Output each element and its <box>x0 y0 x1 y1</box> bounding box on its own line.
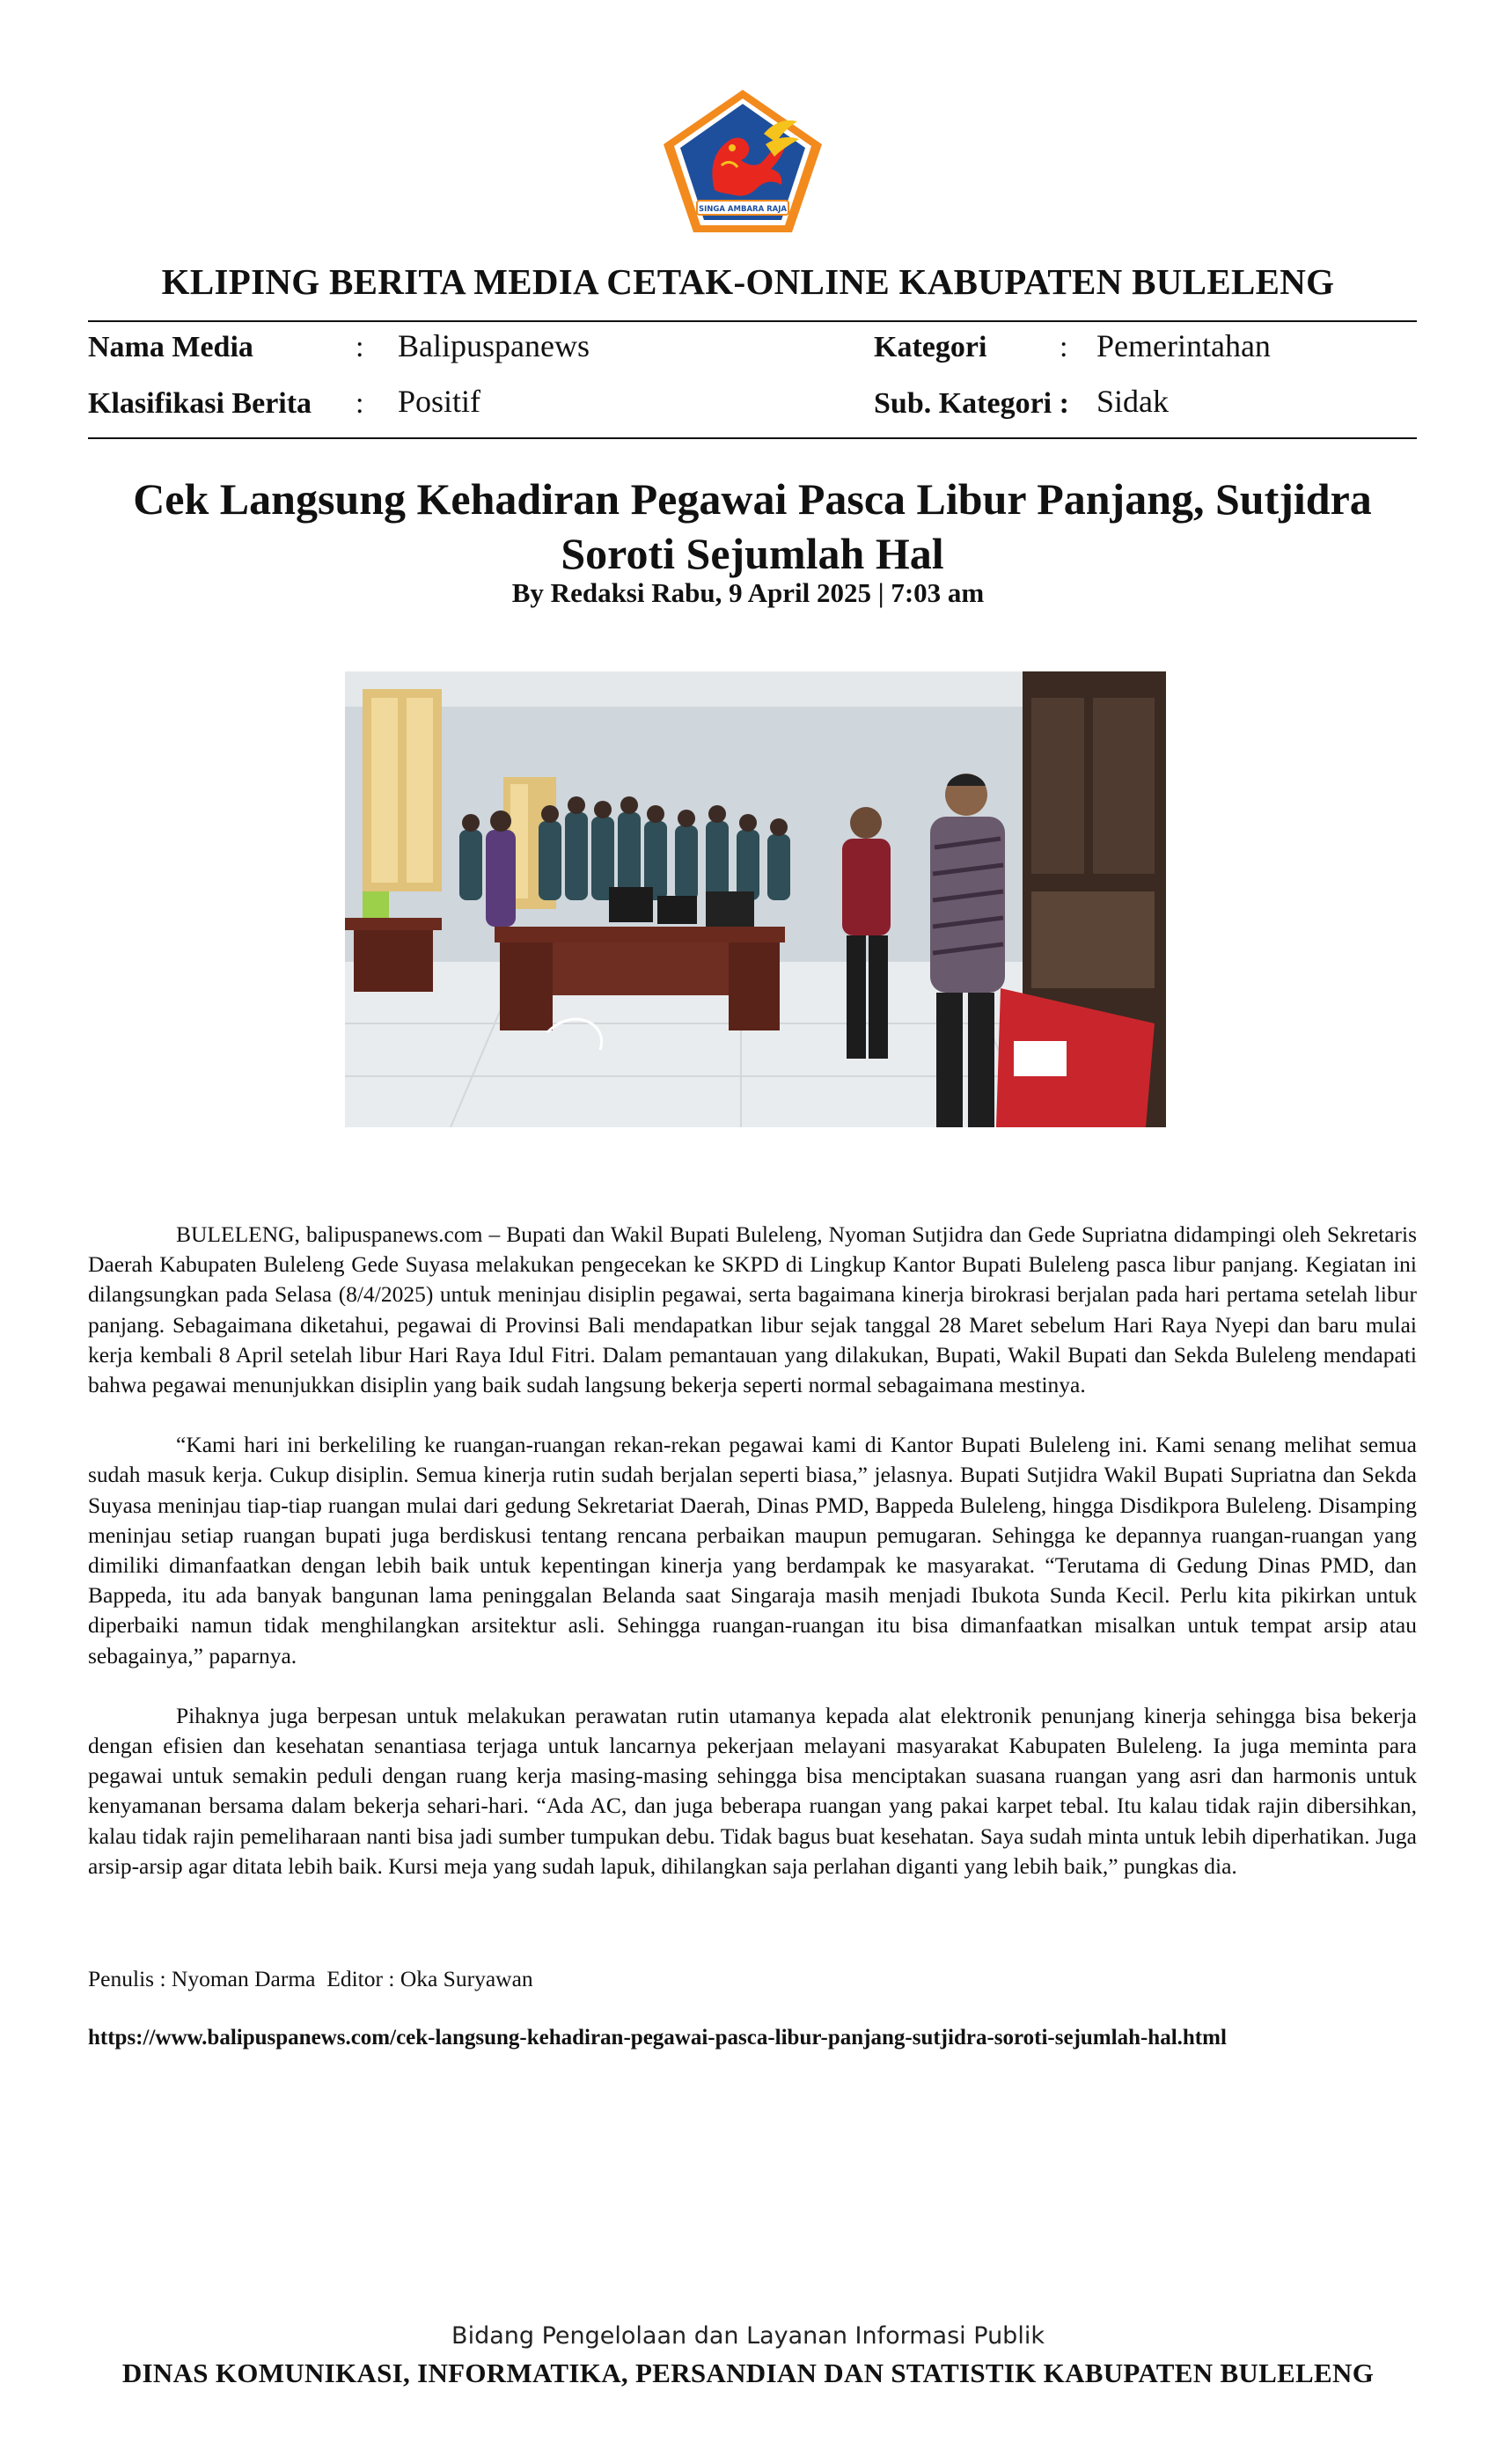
header-divider-bottom <box>88 437 1417 439</box>
category-label: Kategori <box>874 331 987 363</box>
media-colon: : <box>356 331 364 363</box>
article-paragraph-2: “Kami hari ini berkeliling ke ruangan-ruangan rekan-rekan pegawai kami di Kantor Bupati Buleleng ini. Kami senang melihat semua sudah masuk kerja. Cukup disiplin. Semua kinerja rutin sudah berjalan seperti biasa,” jelasnya. Bupati Sutjidra Wakil Bupati Supriatna dan Sekda Suyasa meninjau tiap-tiap ruangan mulai dari gedung Sekretariat Daerah, Dinas PMD, Bappeda Buleleng, hingga Disdikpora Buleleng. Disamping meninjau setiap ruangan bupati juga berdiskusi tentang rencana perbaikan maupun pemugaran. Sehingga ke depannya ruangan-ruangan yang dimiliki dimanfaatkan dengan lebih baik untuk kepentingan kinerja yang berdampak ke masyarakat. “Terutama di Gedung Dinas PMD, dan Bappeda, itu ada banyak bangunan lama peninggalan Belanda saat Singaraja masih menjadi Ibukota Sunda Kecil. Perlu kita pikirkan untuk diperbaiki namun tidak menghilangkan arsitektur asli. Sehingga ruangan-ruangan itu bisa dimanfaatkan misalkan untuk tempat arsip atau sebagainya,” paparnya. <box>88 1432 1417 1668</box>
document-title: KLIPING BERITA MEDIA CETAK-ONLINE KABUPATEN BULELENG <box>161 261 1335 302</box>
classification-colon: : <box>356 387 364 420</box>
media-label: Nama Media <box>88 331 253 363</box>
classification-label: Klasifikasi Berita <box>88 387 312 420</box>
header-divider-top <box>88 320 1417 322</box>
article-credits: Penulis : Nyoman Darma Editor : Oka Suryawan <box>88 1966 533 1991</box>
category-colon: : <box>1060 331 1068 363</box>
classification-value: Positif <box>398 384 481 419</box>
media-value: Balipuspanews <box>398 328 590 363</box>
article-paragraph-1: BULELENG, balipuspanews.com – Bupati dan Wakil Bupati Buleleng, Nyoman Sutjidra dan Gede Supriatna didampingi oleh Sekretaris Daerah Kabupaten Buleleng Gede Suyasa melakukan pengecekan ke SKPD di Lingkup Kantor Bupati Buleleng pasca libur panjang. Kegiatan ini dilangsungkan pada Selasa (8/4/2025) untuk meninjau disiplin pegawai, serta bagaimana kinerja birokrasi berjalan pada hari pertama setelah libur panjang. Sebagaimana diketahui, pegawai di Provinsi Bali mendapatkan libur sejak tanggal 28 Maret sebelum Hari Raya Nyepi dan baru mulai kerja kembali 8 April setelah libur Hari Raya Idul Fitri. Dalam pemantauan yang dilakukan, Bupati, Wakil Bupati dan Sekda Buleleng mendapati bahwa pegawai menunjukkan disiplin yang baik sudah langsung bekerja seperti normal sebagaimana mestinya. <box>88 1221 1417 1398</box>
article-photo <box>345 671 1166 1127</box>
category-value: Pemerintahan <box>1096 328 1271 363</box>
regency-logo <box>660 86 825 236</box>
subcategory-value: Sidak <box>1096 384 1170 419</box>
footer-department: Bidang Pengelolaan dan Layanan Informasi Publik <box>451 2322 1045 2350</box>
article-headline: Cek Langsung Kehadiran Pegawai Pasca Libur Panjang, Sutjidra Soroti Sejumlah Hal <box>133 474 1372 578</box>
footer-agency: DINAS KOMUNIKASI, INFORMATIKA, PERSANDIAN DAN STATISTIK KABUPATEN BULELENG <box>121 2358 1375 2388</box>
subcategory-label: Sub. Kategori : <box>874 387 1069 420</box>
article-paragraph-3: Pihaknya juga berpesan untuk melakukan perawatan rutin utamanya kepada alat elektronik penunjang kinerja sehingga bisa bekerja dengan efisien dan kesehatan senantiasa terjaga untuk lancarnya pekerjaan melayani masyarakat Kabupaten Buleleng. Ia juga meminta para pegawai untuk semakin peduli dengan ruang kerja masing-masing sehingga bisa menciptakan suasana ruangan yang asri dan harmonis untuk kenyamanan bersama dalam bekerja sehari-hari. “Ada AC, dan juga beberapa ruangan yang pakai karpet tebal. Itu kalau tidak rajin dibersihkan, kalau tidak rajin pemeliharaan nanti bisa jadi sumber tumpukan debu. Tidak bagus buat kesehatan. Saya sudah minta untuk lebih diperhatikan. Juga arsip-arsip agar ditata lebih baik. Kursi meja yang sudah lapuk, dihilangkan saja perlahan diganti yang lebih baik,” pungkas dia. <box>88 1702 1417 1879</box>
article-byline: By Redaksi Rabu, 9 April 2025 | 7:03 am <box>511 577 985 608</box>
source-url: https://www.balipuspanews.com/cek-langsung-kehadiran-pegawai-pasca-libur-panjang-sutjidra-soroti-sejumlah-hal.html <box>88 2026 1227 2050</box>
logo-caption: SINGA AMBARA RAJA <box>699 205 787 214</box>
article-body <box>88 1220 1417 1911</box>
